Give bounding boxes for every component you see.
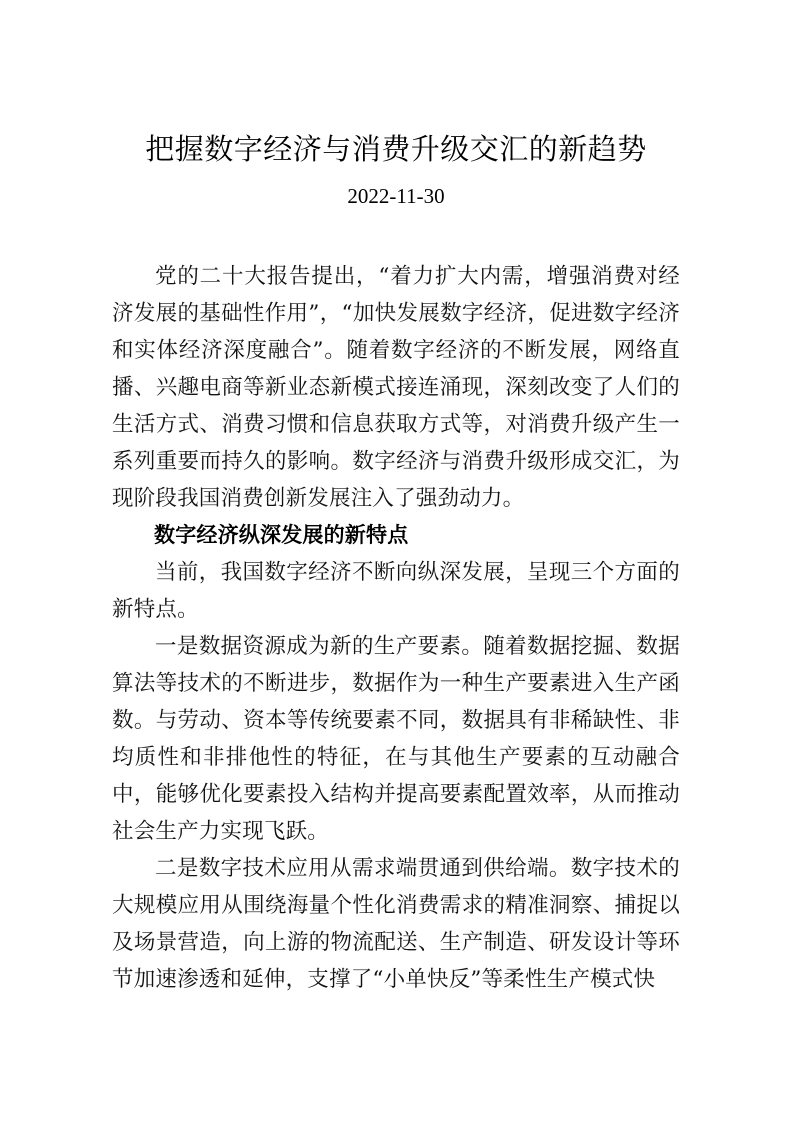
section-subheading: 数字经济纵深发展的新特点 <box>154 524 409 547</box>
page-title: 把握数字经济与消费升级交汇的新趋势 <box>145 134 647 166</box>
body-paragraph: 当前，我国数字经济不断向纵深发展，呈现三个方面的新特点。 <box>112 560 680 622</box>
body-paragraph: 党的二十大报告提出，“着力扩大内需，增强消费对经济发展的基础性作用”，“加快发展数字经济，促进数字经济和实体经济深度融合”。随着数字经济的不断发展，网络直播、兴趣电商等新业态新模式接连涌现，深刻改变了人们的生活方式、消费习惯和信息获取方式等，对消费升级产生一系列重要而持久的影响。数字经济与消费升级形成交汇，为现阶段我国消费创新发展注入了强劲动力。 <box>112 264 680 511</box>
document-date: 2022-11-30 <box>347 184 445 208</box>
body-paragraph: 一是数据资源成为新的生产要素。随着数据挖掘、数据算法等技术的不断进步，数据作为一种生产要素进入生产函数。与劳动、资本等传统要素不同，数据具有非稀缺性、非均质性和非排他性的特征，在与其他生产要素的互动融合中，能够优化要素投入结构并提高要素配置效率，从而推动社会生产力实现飞跃。 <box>112 634 680 844</box>
body-paragraph: 二是数字技术应用从需求端贯通到供给端。数字技术的大规模应用从围绕海量个性化消费需求的精准洞察、捕捉以及场景营造，向上游的物流配送、生产制造、研发设计等环节加速渗透和延伸，支撑了“小单快反”等柔性生产模式快 <box>112 856 680 992</box>
document-content-column <box>112 0 680 998</box>
document-body <box>112 210 680 998</box>
